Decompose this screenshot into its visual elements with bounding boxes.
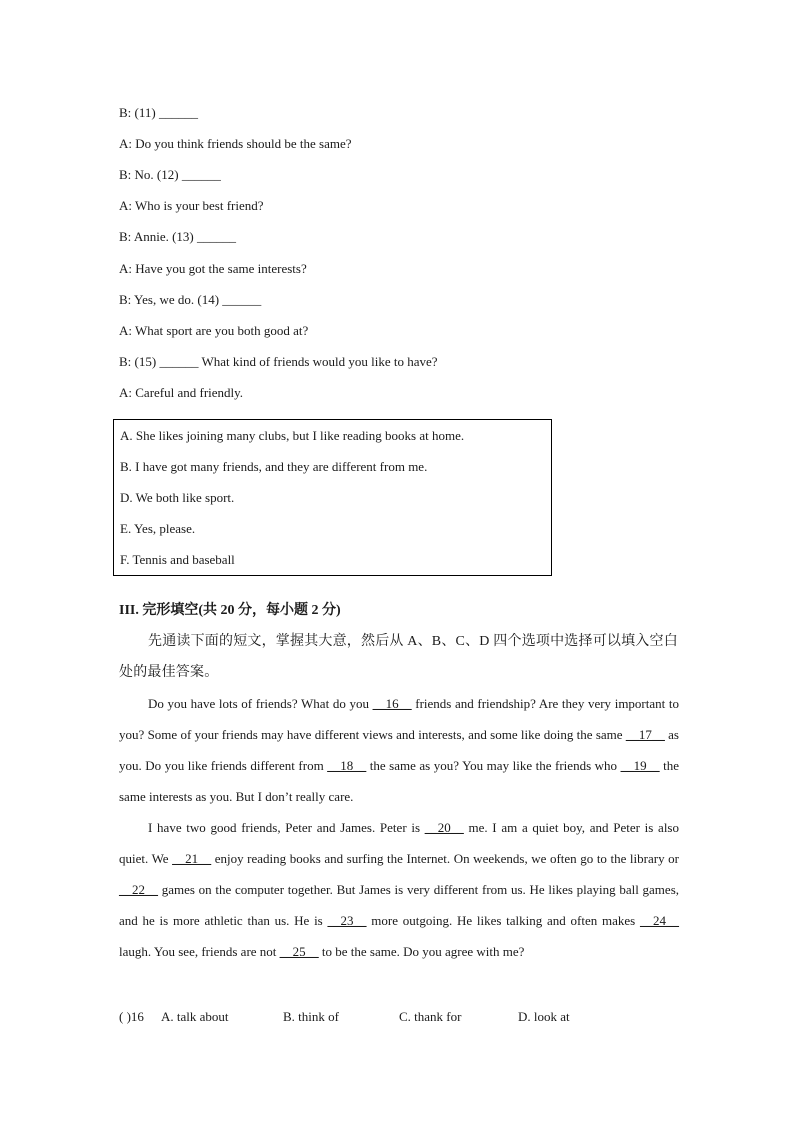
blank-23: __23__ bbox=[327, 913, 367, 928]
option-f: F. Tennis and baseball bbox=[120, 552, 235, 567]
blank-19: __19__ bbox=[620, 758, 660, 773]
question-16-option-a: A. talk about bbox=[161, 1009, 229, 1024]
passage-text: as you. Do you like friends different from bbox=[119, 727, 679, 773]
dialogue-line-15: B: (15) ______ What kind of friends would you like to have? bbox=[119, 354, 438, 369]
question-16-option-b: B. think of bbox=[283, 1009, 339, 1024]
question-16-number: ( )16 bbox=[119, 1009, 144, 1024]
dialogue-line-11: B: (11) ______ bbox=[119, 105, 198, 120]
blank-22: __22__ bbox=[119, 882, 158, 897]
passage-text: I have two good friends, Peter and James. Peter is bbox=[148, 820, 425, 835]
section-heading: III. 完形填空(共 20 分，每小题 2 分) bbox=[119, 603, 341, 618]
passage-text: the same interests as you. But I don’t really care. bbox=[119, 758, 679, 804]
passage-text: enjoy reading books and surfing the Internet. On weekends, we often go to the library or bbox=[211, 851, 679, 866]
passage-text: games on the computer together. But James is very different from us. He likes playing ball games, and he is more athletic than us. He is bbox=[119, 882, 679, 928]
dialogue-line-a2: A: Who is your best friend? bbox=[119, 198, 264, 213]
passage-text: me. I am a quiet boy, and Peter is also quiet. We bbox=[119, 820, 679, 866]
passage-text: the same as you? You may like the friends who bbox=[366, 758, 621, 773]
section-instruction: 先通读下面的短文，掌握其大意，然后从 A、B、C、D 四个选项中选择可以填入空白处的最佳答案。 bbox=[119, 634, 678, 680]
question-16-option-c: C. thank for bbox=[399, 1009, 462, 1024]
option-d: D. We both like sport. bbox=[120, 490, 235, 505]
dialogue-line-14: B: Yes, we do. (14) ______ bbox=[119, 292, 262, 307]
option-e: E. Yes, please. bbox=[120, 521, 196, 536]
cloze-passage bbox=[119, 688, 679, 967]
blank-16: __16__ bbox=[372, 696, 412, 711]
passage-text: to be the same. Do you agree with me? bbox=[318, 944, 525, 959]
dialogue-line-a3: A: Have you got the same interests? bbox=[119, 261, 307, 276]
blank-24: __24__ bbox=[640, 913, 679, 928]
option-a: A. She likes joining many clubs, but I like reading books at home. bbox=[120, 428, 465, 443]
dialogue-line-a5: A: Careful and friendly. bbox=[119, 385, 244, 400]
options-box bbox=[113, 419, 552, 576]
passage-text: friends and friendship? Are they very important to you? Some of your friends may have different views and interests, and some like doing the same bbox=[119, 696, 680, 742]
blank-20: __20__ bbox=[424, 820, 464, 835]
blank-21: __21__ bbox=[172, 851, 212, 866]
dialogue-line-13: B: Annie. (13) ______ bbox=[119, 229, 236, 244]
dialogue-line-a4: A: What sport are you both good at? bbox=[119, 323, 309, 338]
dialogue-line-a1: A: Do you think friends should be the same? bbox=[119, 136, 352, 151]
dialogue-line-12: B: No. (12) ______ bbox=[119, 167, 221, 182]
question-16-option-d: D. look at bbox=[518, 1009, 570, 1024]
blank-18: __18__ bbox=[327, 758, 367, 773]
passage-paragraph-2 bbox=[119, 812, 679, 967]
passage-paragraph-1 bbox=[119, 688, 679, 812]
blank-25: __25__ bbox=[279, 944, 319, 959]
passage-text: Do you have lots of friends? What do you bbox=[148, 696, 373, 711]
option-b: B. I have got many friends, and they are different from me. bbox=[120, 459, 428, 474]
passage-text: more outgoing. He likes talking and often makes bbox=[366, 913, 640, 928]
blank-17: __17__ bbox=[625, 727, 665, 742]
passage-text: laugh. You see, friends are not bbox=[119, 944, 280, 959]
